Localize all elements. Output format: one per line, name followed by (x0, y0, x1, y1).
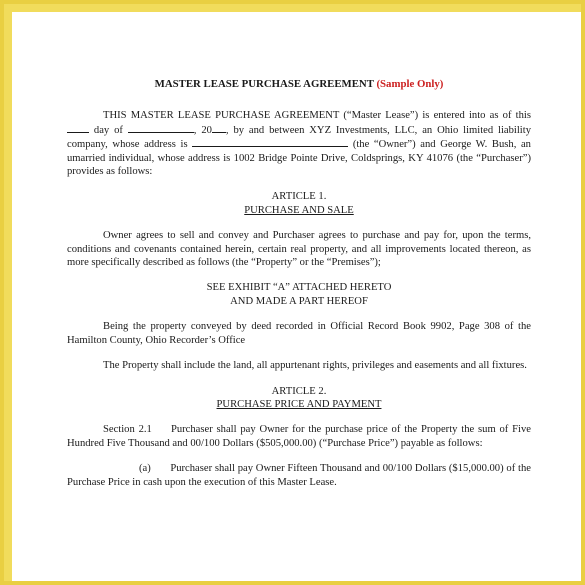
intro-part-2: day of (93, 124, 123, 136)
item-a (67, 462, 531, 489)
section-label: Section 2.1 (103, 424, 152, 436)
exhibit-line-2: AND MADE A PART HEREOF (230, 295, 368, 307)
article-1-subheading: PURCHASE AND SALE (244, 204, 354, 216)
section-text: Purchaser shall pay Owner for the purchase price of the Property the sum of Five Hundred Five Thousand and 00/100 Dollars ($505,000.00) (“Purchase Price”) payable as follows: (67, 424, 531, 449)
year-blank (212, 123, 226, 133)
sample-note: (Sample Only) (376, 78, 444, 90)
title-text: MASTER LEASE PURCHASE AGREEMENT (154, 78, 374, 90)
article-1-paragraph-2: Being the property conveyed by deed recorded in Official Record Book 9902, Page 308 of the Hamilton County, Ohio Recorder’s Office (67, 321, 531, 346)
intro-part-4: , by and between XYZ Investments, LLC, an Ohio limited liability company, whose address is (67, 124, 531, 151)
article-1-paragraph-3: The Property shall include the land, all appurtenant rights, privileges and easements and all fixtures. (103, 360, 527, 372)
article-2-heading: ARTICLE 2. (271, 385, 327, 397)
intro-part-3: , 20 (193, 124, 212, 136)
exhibit-line-1: SEE EXHIBIT “A” ATTACHED HERETO (206, 282, 392, 294)
intro-part-5: (the “Owner”) and George W. Bush, an umarried individual, whose address is 1002 Bridge Pointe Drive, Coldsprings, KY 41076 (the “Purchaser”) provides as follows: (67, 139, 531, 178)
day-blank (67, 123, 89, 133)
document-body (67, 78, 531, 489)
month-blank (128, 123, 194, 133)
section-2-1 (67, 423, 531, 450)
document-page (12, 12, 581, 581)
document-title (67, 78, 531, 91)
owner-address-blank (192, 137, 348, 147)
item-label: (a) (139, 463, 151, 475)
intro-paragraph (67, 109, 531, 178)
article-1-paragraph-1: Owner agrees to sell and convey and Purchaser agrees to purchase and pay for, upon the terms, conditions and covenants contained herein, certain real property, and all improvements located thereon, as more specifically described as follows (the “Property” or the “Premises”); (67, 230, 531, 269)
item-text: Purchaser shall pay Owner Fifteen Thousand and 00/100 Dollars ($15,000.00) of the Purchase Price in cash upon the execution of this Master Lease. (67, 463, 531, 488)
article-2-subheading: PURCHASE PRICE AND PAYMENT (216, 398, 382, 410)
page-border (4, 4, 581, 581)
intro-part-1: THIS MASTER LEASE PURCHASE AGREEMENT (“Master Lease”) is entered into as of this (103, 110, 531, 122)
article-1-heading: ARTICLE 1. (271, 191, 327, 203)
